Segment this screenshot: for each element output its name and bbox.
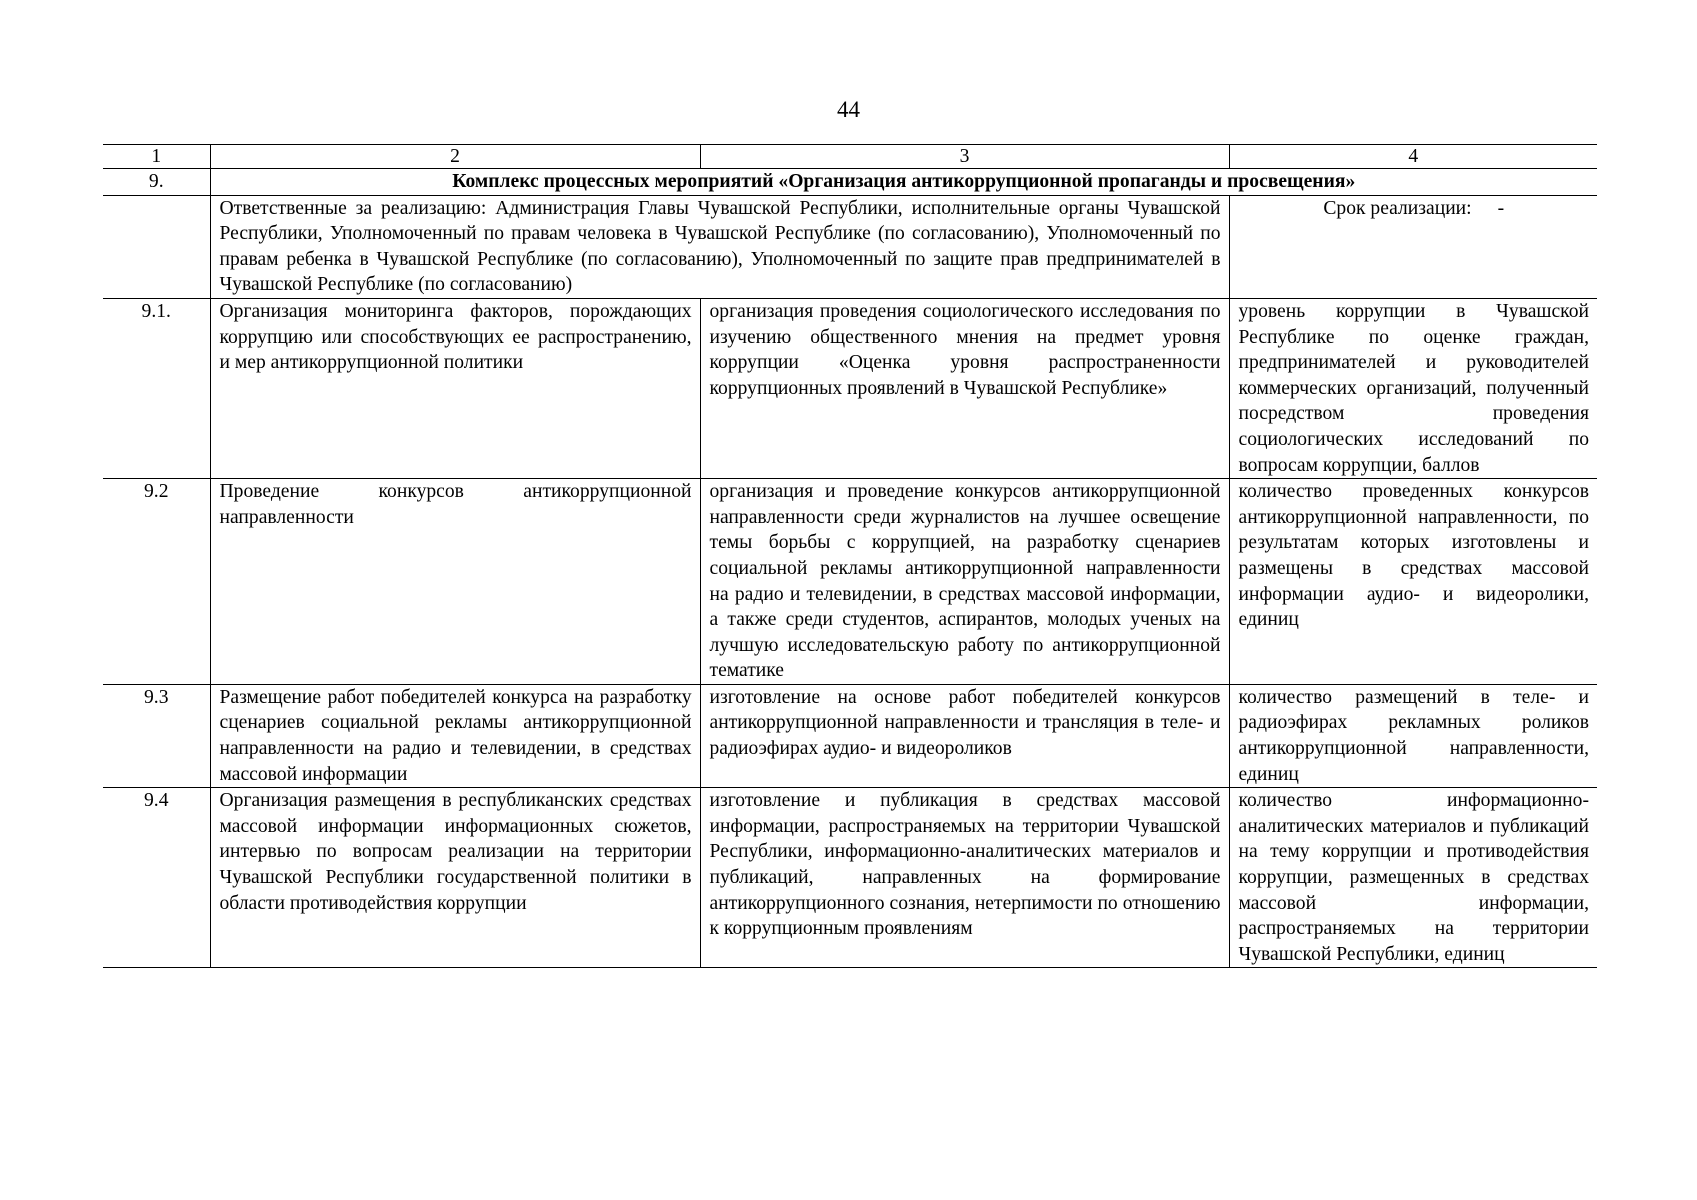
column-header-3: 3 (700, 145, 1229, 169)
column-header-1: 1 (103, 145, 210, 169)
responsible-executors: Ответственные за реализацию: Администрация Главы Чувашской Республики, исполнительные органы Чувашской Республики, Уполномоченный по правам человека в Чувашской Республике (по согласованию), Уполномоченный по правам ребенка в Чувашской Республике (по согласованию), Уполномоченный по защите прав предпринимателей в Чувашской Республике (по согласованию) (210, 195, 1229, 298)
row-number: 9.3 (103, 684, 210, 787)
implementation-term (1229, 195, 1597, 298)
empty-cell (103, 195, 210, 298)
section-title-row (103, 169, 1597, 196)
result-cell: изготовление на основе работ победителей конкурсов антикоррупционной направленности и трансляция в теле- и радиоэфирах аудио- и видеороликов (700, 684, 1229, 787)
table-row (103, 298, 1597, 478)
result-cell: организация и проведение конкурсов антикоррупционной направленности среди журналистов на лучшее освещение темы борьбы с коррупцией, на разработку сценариев социальной рекламы антикоррупционной направленности на радио и телевидении, в средствах массовой информации, а также среди студентов, аспирантов, молодых ученых на лучшую исследовательскую работу по антикоррупционной тематике (700, 479, 1229, 685)
page-number: 44 (837, 97, 860, 122)
task-cell: Организация мониторинга факторов, порождающих коррупцию или способствующих ее распространению, и мер антикоррупционной политики (210, 298, 700, 478)
term-label: Срок реализации: (1323, 197, 1472, 219)
table-row (103, 788, 1597, 968)
section-title: Комплекс процессных мероприятий «Организация антикоррупционной пропаганды и просвещения» (210, 169, 1597, 196)
task-cell: Организация размещения в республиканских средствах массовой информации информационных сюжетов, интервью по вопросам реализации на территории Чувашской Республики государственной политики в области противодействия коррупции (210, 788, 700, 968)
section-number: 9. (103, 169, 210, 196)
term-value: - (1497, 197, 1505, 219)
row-number: 9.1. (103, 298, 210, 478)
result-cell: организация проведения социологического исследования по изучению общественного мнения на предмет уровня коррупции «Оценка уровня распространенности коррупционных проявлений в Чувашской Республике» (700, 298, 1229, 478)
indicator-cell: количество информационно-аналитических материалов и публикаций на тему коррупции и противодействия коррупции, размещенных в средствах массовой информации, распространяемых на территории Чувашской Республики, единиц (1229, 788, 1597, 968)
table-row (103, 479, 1597, 685)
result-cell: изготовление и публикация в средствах массовой информации, распространяемых на территории Чувашской Республики, информационно-аналитических материалов и публикаций, направленных на формирование антикоррупционного сознания, нетерпимости по отношению к коррупционным проявлениям (700, 788, 1229, 968)
row-number: 9.2 (103, 479, 210, 685)
task-cell: Проведение конкурсов антикоррупционной направленности (210, 479, 700, 685)
measures-table (103, 144, 1597, 968)
indicator-cell: количество размещений в теле- и радиоэфирах рекламных роликов антикоррупционной направленности, единиц (1229, 684, 1597, 787)
row-number: 9.4 (103, 788, 210, 968)
indicator-cell: количество проведенных конкурсов антикоррупционной направленности, по результатам которых изготовлены и размещены в средствах массовой информации аудио- и видеоролики, единиц (1229, 479, 1597, 685)
table-row (103, 684, 1597, 787)
column-header-2: 2 (210, 145, 700, 169)
section-responsible-row (103, 195, 1597, 298)
task-cell: Размещение работ победителей конкурса на разработку сценариев социальной рекламы антикоррупционной направленности на радио и телевидении, в средствах массовой информации (210, 684, 700, 787)
column-number-row (103, 145, 1597, 169)
column-header-4: 4 (1229, 145, 1597, 169)
indicator-cell: уровень коррупции в Чувашской Республике по оценке граждан, предпринимателей и руководителей коммерческих организаций, полученный посредством проведения социологических исследований по вопросам коррупции, баллов (1229, 298, 1597, 478)
